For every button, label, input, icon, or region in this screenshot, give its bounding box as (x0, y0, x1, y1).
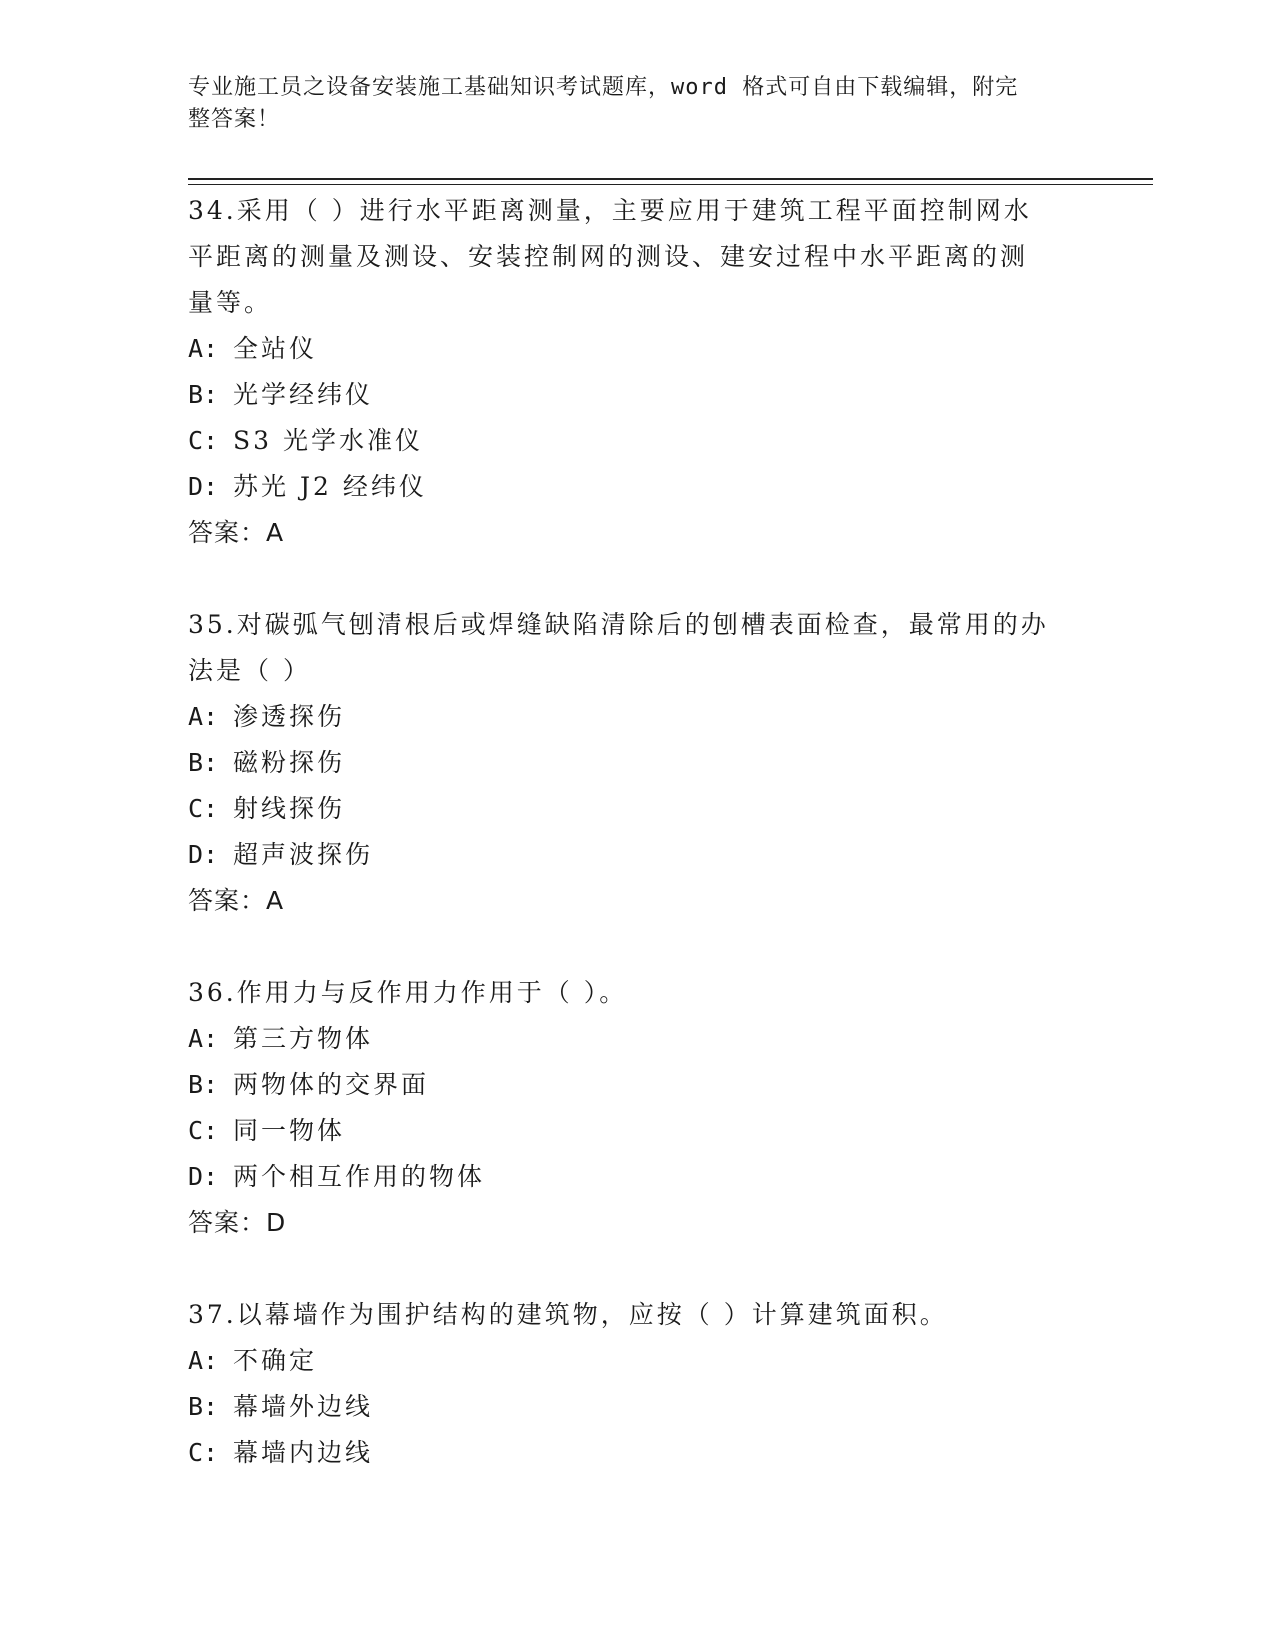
header-rule-thick (188, 178, 1153, 180)
option-a (188, 1016, 1088, 1062)
option-letter: D: (188, 840, 219, 869)
question-37 (188, 1292, 1088, 1476)
option-d (188, 464, 1088, 510)
question-34 (188, 188, 1088, 556)
option-a (188, 1338, 1088, 1384)
spacer (188, 556, 1088, 602)
option-c (188, 418, 1088, 464)
option-text: 幕墙内边线 (233, 1438, 374, 1467)
question-list (188, 188, 1088, 1476)
question-stem (188, 970, 1088, 1016)
option-letter: B: (188, 1392, 219, 1421)
option-letter: C: (188, 1116, 219, 1145)
option-text: 超声波探伤 (233, 840, 374, 869)
option-letter: A: (188, 702, 219, 731)
option-b (188, 372, 1088, 418)
option-letter: B: (188, 1070, 219, 1099)
stem-line: 量等。 (188, 288, 273, 317)
spacer (188, 924, 1088, 970)
option-text: 磁粉探伤 (233, 748, 346, 777)
option-letter: A: (188, 334, 219, 363)
option-text: 幕墙外边线 (233, 1392, 374, 1421)
question-stem (188, 602, 1088, 694)
option-letter: C: (188, 1438, 219, 1467)
option-d (188, 1154, 1088, 1200)
option-letter: B: (188, 380, 219, 409)
option-text: 不确定 (233, 1346, 318, 1375)
header-rule-thin (188, 184, 1153, 185)
option-c (188, 1108, 1088, 1154)
option-letter: D: (188, 472, 219, 501)
answer-line: 答案：A (188, 518, 285, 547)
option-text: 射线探伤 (233, 794, 346, 823)
document-header (188, 72, 1068, 136)
answer-line: 答案：D (188, 1208, 287, 1237)
option-text: 光学经纬仪 (233, 380, 374, 409)
option-letter: A: (188, 1346, 219, 1375)
stem-line: 37.以幕墙作为围护结构的建筑物，应按（ ）计算建筑面积。 (188, 1300, 948, 1329)
option-c (188, 1430, 1088, 1476)
header-line-1: 专业施工员之设备安装施工基础知识考试题库，word 格式可自由下载编辑，附完 (188, 75, 1019, 100)
option-text: 全站仪 (233, 334, 318, 363)
stem-line: 法是（ ） (188, 656, 311, 685)
option-letter: D: (188, 1162, 219, 1191)
option-letter: C: (188, 426, 219, 455)
option-text: 渗透探伤 (233, 702, 346, 731)
question-stem (188, 1292, 1088, 1338)
option-a (188, 326, 1088, 372)
spacer (188, 1246, 1088, 1292)
option-text: 两物体的交界面 (233, 1070, 430, 1099)
stem-line: 平距离的测量及测设、安装控制网的测设、建安过程中水平距离的测 (188, 242, 1029, 271)
option-letter: A: (188, 1024, 219, 1053)
option-b (188, 1062, 1088, 1108)
option-letter: C: (188, 794, 219, 823)
option-b (188, 740, 1088, 786)
option-text: 同一物体 (233, 1116, 346, 1145)
option-d (188, 832, 1088, 878)
option-b (188, 1384, 1088, 1430)
option-a (188, 694, 1088, 740)
option-c (188, 786, 1088, 832)
stem-line: 36.作用力与反作用力作用于（ ）。 (188, 978, 628, 1007)
option-text: 两个相互作用的物体 (233, 1162, 486, 1191)
stem-line: 34.采用（ ）进行水平距离测量，主要应用于建筑工程平面控制网水 (188, 196, 1032, 225)
header-line-2: 整答案！ (188, 107, 281, 132)
question-36 (188, 970, 1088, 1246)
stem-line: 35.对碳弧气刨清根后或焊缝缺陷清除后的刨槽表面检查，最常用的办 (188, 610, 1049, 639)
option-text: 第三方物体 (233, 1024, 374, 1053)
question-35 (188, 602, 1088, 924)
option-letter: B: (188, 748, 219, 777)
question-stem (188, 188, 1088, 326)
answer-line: 答案：A (188, 886, 285, 915)
option-text: 苏光 J2 经纬仪 (233, 472, 427, 501)
option-text: S3 光学水准仪 (233, 426, 423, 455)
